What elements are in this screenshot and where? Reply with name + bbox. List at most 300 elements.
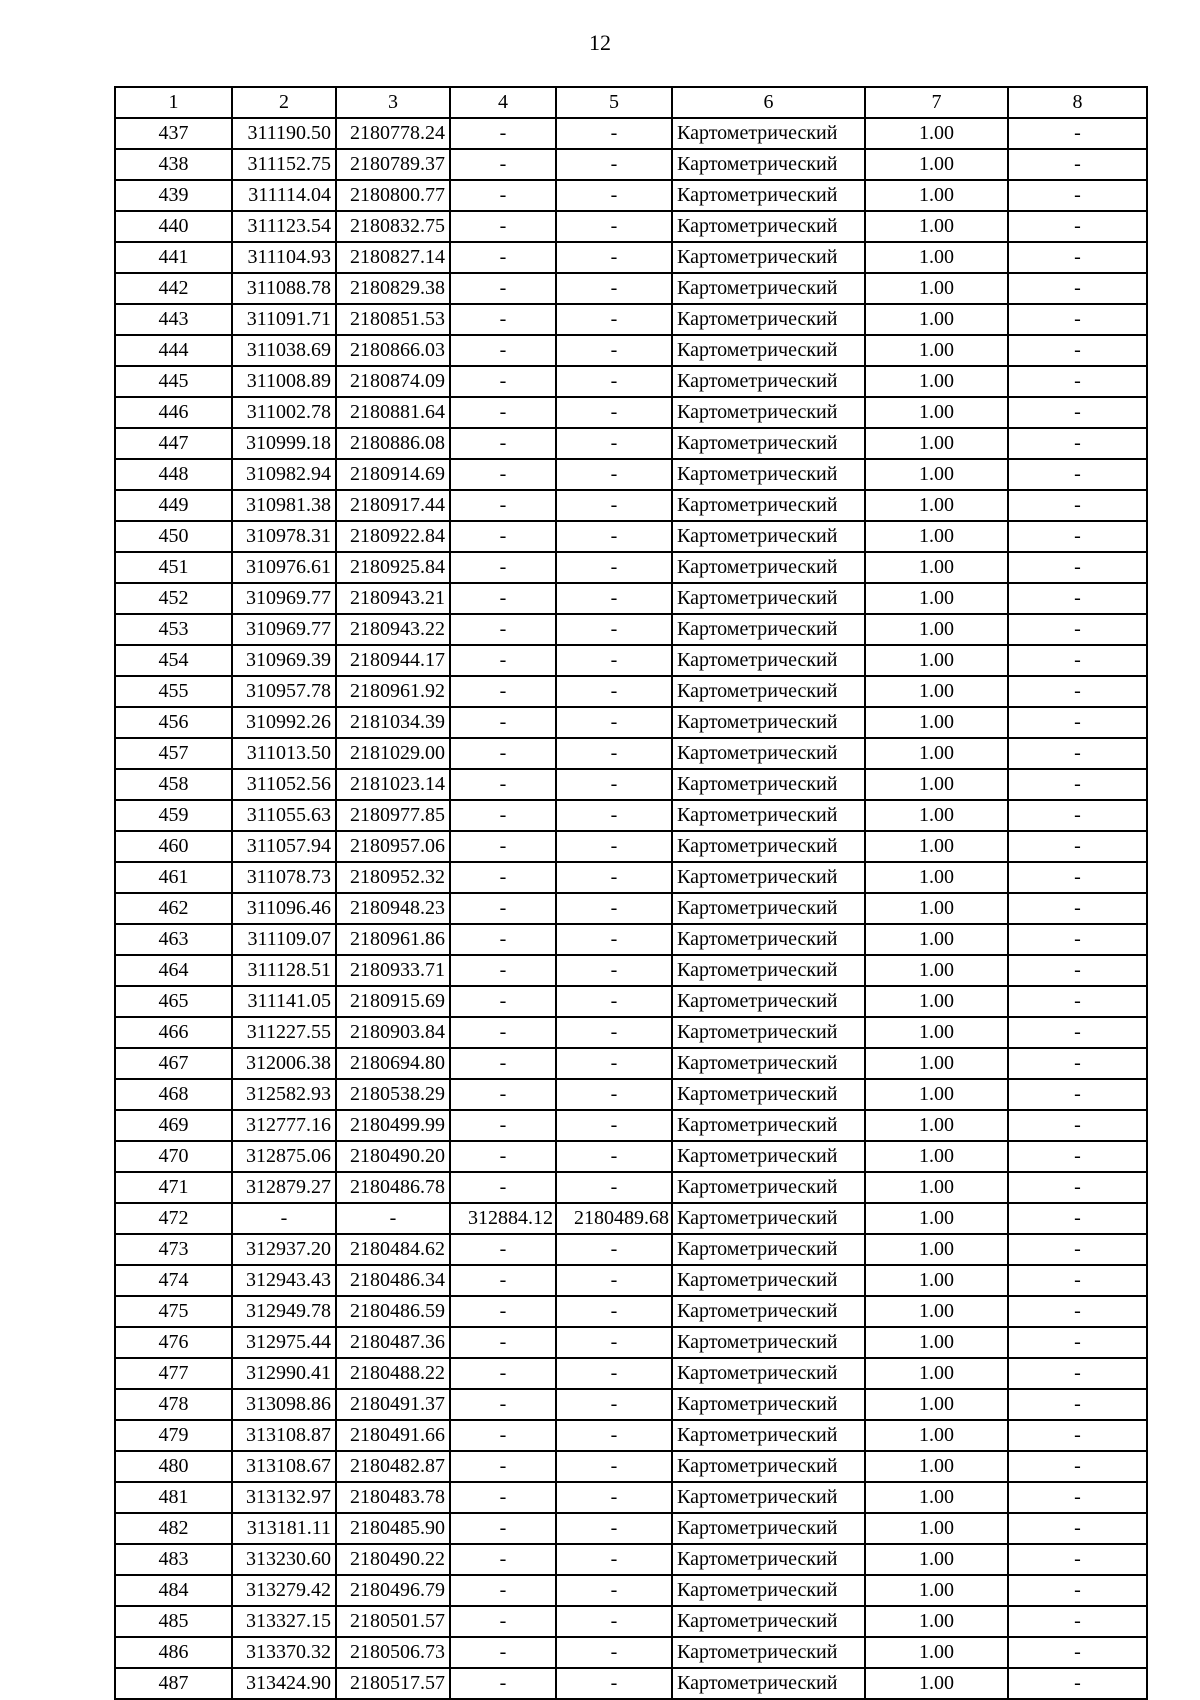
table-cell: 1.00: [865, 1668, 1008, 1699]
table-row: [115, 490, 1147, 521]
table-cell: 1.00: [865, 180, 1008, 211]
table-cell: 311190.50: [232, 118, 336, 149]
table-cell: Картометрический: [672, 1017, 865, 1048]
table-cell: Картометрический: [672, 1296, 865, 1327]
table-cell: Картометрический: [672, 1575, 865, 1606]
table-cell: 2180538.29: [336, 1079, 450, 1110]
table-cell: 313181.11: [232, 1513, 336, 1544]
table-cell: 312879.27: [232, 1172, 336, 1203]
table-cell: 311078.73: [232, 862, 336, 893]
table-cell: -: [556, 366, 672, 397]
table-cell: Картометрический: [672, 490, 865, 521]
table-cell: 454: [115, 645, 232, 676]
table-row: [115, 645, 1147, 676]
table-cell: -: [556, 583, 672, 614]
table-cell: 2180961.92: [336, 676, 450, 707]
table-cell: Картометрический: [672, 552, 865, 583]
table-cell: 2180944.17: [336, 645, 450, 676]
table-cell: 312937.20: [232, 1234, 336, 1265]
table-cell: -: [450, 1420, 556, 1451]
table-cell: -: [450, 862, 556, 893]
table-cell: 485: [115, 1606, 232, 1637]
table-row: [115, 273, 1147, 304]
table-cell: -: [450, 1606, 556, 1637]
table-cell: 310969.77: [232, 614, 336, 645]
header-row: [115, 87, 1147, 118]
table-cell: 2180922.84: [336, 521, 450, 552]
table-cell: -: [450, 1172, 556, 1203]
table-cell: 313230.60: [232, 1544, 336, 1575]
table-cell: 1.00: [865, 707, 1008, 738]
table-cell: -: [450, 149, 556, 180]
table-cell: 1.00: [865, 335, 1008, 366]
table-cell: 310969.39: [232, 645, 336, 676]
table-cell: -: [1008, 1172, 1147, 1203]
table-cell: 2180851.53: [336, 304, 450, 335]
table-cell: -: [1008, 1544, 1147, 1575]
table-cell: Картометрический: [672, 1358, 865, 1389]
table-cell: -: [450, 583, 556, 614]
table-cell: -: [1008, 707, 1147, 738]
table-cell: 312943.43: [232, 1265, 336, 1296]
table-cell: -: [450, 366, 556, 397]
table-cell: -: [450, 304, 556, 335]
table-cell: Картометрический: [672, 955, 865, 986]
table-row: [115, 397, 1147, 428]
table-cell: 1.00: [865, 676, 1008, 707]
table-cell: 438: [115, 149, 232, 180]
table-cell: -: [450, 552, 556, 583]
table-cell: Картометрический: [672, 521, 865, 552]
table-cell: Картометрический: [672, 800, 865, 831]
table-cell: -: [450, 1110, 556, 1141]
table-cell: 471: [115, 1172, 232, 1203]
table-row: [115, 242, 1147, 273]
table-cell: -: [450, 242, 556, 273]
table-cell: -: [450, 521, 556, 552]
table-cell: 1.00: [865, 1327, 1008, 1358]
table-cell: -: [556, 893, 672, 924]
table-cell: 311123.54: [232, 211, 336, 242]
table-cell: -: [450, 893, 556, 924]
table-cell: 2180914.69: [336, 459, 450, 490]
table-cell: -: [1008, 521, 1147, 552]
table-cell: Картометрический: [672, 862, 865, 893]
table-row: [115, 676, 1147, 707]
table-cell: 311052.56: [232, 769, 336, 800]
table-cell: 1.00: [865, 149, 1008, 180]
table-row: [115, 118, 1147, 149]
table-cell: Картометрический: [672, 1482, 865, 1513]
table-cell: -: [556, 552, 672, 583]
table-row: [115, 1203, 1147, 1234]
table-cell: -: [1008, 1327, 1147, 1358]
table-cell: -: [1008, 1296, 1147, 1327]
table-cell: 2180487.36: [336, 1327, 450, 1358]
table-cell: 311227.55: [232, 1017, 336, 1048]
table-cell: 2180832.75: [336, 211, 450, 242]
table-cell: -: [450, 1048, 556, 1079]
table-cell: -: [450, 800, 556, 831]
table-cell: Картометрический: [672, 1513, 865, 1544]
table-row: [115, 1668, 1147, 1699]
table-cell: Картометрический: [672, 1637, 865, 1668]
table-cell: -: [450, 335, 556, 366]
table-cell: Картометрический: [672, 645, 865, 676]
table-cell: -: [450, 180, 556, 211]
table-cell: 466: [115, 1017, 232, 1048]
table-cell: 1.00: [865, 552, 1008, 583]
table-cell: 2180501.57: [336, 1606, 450, 1637]
table-cell: -: [1008, 1451, 1147, 1482]
table-cell: -: [556, 1420, 672, 1451]
table-cell: 1.00: [865, 1079, 1008, 1110]
table-cell: 476: [115, 1327, 232, 1358]
table-cell: -: [1008, 1637, 1147, 1668]
table-cell: 2180488.22: [336, 1358, 450, 1389]
table-cell: 311152.75: [232, 149, 336, 180]
table-cell: Картометрический: [672, 149, 865, 180]
table-cell: 311091.71: [232, 304, 336, 335]
table-cell: 1.00: [865, 1234, 1008, 1265]
table-cell: -: [1008, 676, 1147, 707]
table-cell: 311141.05: [232, 986, 336, 1017]
table-cell: Картометрический: [672, 1172, 865, 1203]
table-cell: 1.00: [865, 583, 1008, 614]
table-cell: 1.00: [865, 459, 1008, 490]
table-cell: -: [1008, 397, 1147, 428]
table-cell: Картометрический: [672, 583, 865, 614]
table-cell: -: [450, 738, 556, 769]
table-cell: -: [450, 1389, 556, 1420]
table-cell: Картометрический: [672, 242, 865, 273]
table-cell: 462: [115, 893, 232, 924]
table-cell: 312006.38: [232, 1048, 336, 1079]
table-cell: -: [1008, 831, 1147, 862]
table-row: [115, 552, 1147, 583]
table-cell: 1.00: [865, 955, 1008, 986]
table-cell: 313424.90: [232, 1668, 336, 1699]
table-cell: -: [556, 1327, 672, 1358]
table-cell: 2180486.78: [336, 1172, 450, 1203]
table-cell: -: [556, 1637, 672, 1668]
table-cell: 1.00: [865, 242, 1008, 273]
table-cell: Картометрический: [672, 1110, 865, 1141]
table-cell: -: [450, 1079, 556, 1110]
table-cell: 311088.78: [232, 273, 336, 304]
table-cell: -: [1008, 862, 1147, 893]
table-cell: Картометрический: [672, 769, 865, 800]
table-cell: 1.00: [865, 397, 1008, 428]
table-cell: -: [1008, 180, 1147, 211]
table-cell: -: [556, 490, 672, 521]
coordinates-table: [114, 86, 1148, 1700]
table-cell: -: [556, 614, 672, 645]
table-cell: -: [556, 521, 672, 552]
table-cell: Картометрический: [672, 676, 865, 707]
table-cell: -: [556, 304, 672, 335]
table-cell: 311104.93: [232, 242, 336, 273]
table-cell: -: [556, 1172, 672, 1203]
table-cell: 463: [115, 924, 232, 955]
table-cell: 444: [115, 335, 232, 366]
table-cell: Картометрический: [672, 428, 865, 459]
table-cell: -: [556, 1389, 672, 1420]
table-cell: 313108.87: [232, 1420, 336, 1451]
table-row: [115, 1141, 1147, 1172]
table-cell: 2180778.24: [336, 118, 450, 149]
table-cell: -: [556, 1482, 672, 1513]
table-cell: Картометрический: [672, 397, 865, 428]
table-cell: -: [1008, 1234, 1147, 1265]
table-cell: 2180881.64: [336, 397, 450, 428]
table-row: [115, 583, 1147, 614]
table-cell: -: [1008, 924, 1147, 955]
table-cell: 313327.15: [232, 1606, 336, 1637]
table-cell: 2180866.03: [336, 335, 450, 366]
table-cell: -: [450, 1451, 556, 1482]
table-cell: 447: [115, 428, 232, 459]
table-cell: Картометрический: [672, 273, 865, 304]
table-cell: 1.00: [865, 769, 1008, 800]
table-cell: 2180485.90: [336, 1513, 450, 1544]
table-row: [115, 180, 1147, 211]
table-cell: 465: [115, 986, 232, 1017]
table-cell: 486: [115, 1637, 232, 1668]
table-cell: Картометрический: [672, 614, 865, 645]
table-cell: 1.00: [865, 986, 1008, 1017]
table-cell: 2180948.23: [336, 893, 450, 924]
table-cell: 472: [115, 1203, 232, 1234]
table-cell: 2180829.38: [336, 273, 450, 304]
table-cell: -: [1008, 1606, 1147, 1637]
table-cell: -: [1008, 583, 1147, 614]
table-cell: 473: [115, 1234, 232, 1265]
table-cell: 2180517.57: [336, 1668, 450, 1699]
table-row: [115, 459, 1147, 490]
table-cell: -: [556, 273, 672, 304]
table-cell: 1.00: [865, 862, 1008, 893]
table-row: [115, 1234, 1147, 1265]
table-cell: Картометрический: [672, 986, 865, 1017]
table-cell: -: [556, 924, 672, 955]
table-cell: 1.00: [865, 521, 1008, 552]
table-cell: 441: [115, 242, 232, 273]
table-cell: 474: [115, 1265, 232, 1296]
table-cell: -: [556, 645, 672, 676]
table-cell: -: [556, 397, 672, 428]
table-cell: -: [1008, 1668, 1147, 1699]
table-cell: 313279.42: [232, 1575, 336, 1606]
table-cell: -: [450, 211, 556, 242]
table-cell: -: [450, 1358, 556, 1389]
table-cell: 2180874.09: [336, 366, 450, 397]
column-header: 7: [865, 87, 1008, 118]
table-cell: Картометрический: [672, 1141, 865, 1172]
column-header: 8: [1008, 87, 1147, 118]
table-cell: -: [450, 769, 556, 800]
table-row: [115, 1575, 1147, 1606]
table-cell: 483: [115, 1544, 232, 1575]
table-row: [115, 1451, 1147, 1482]
table-row: [115, 1265, 1147, 1296]
table-cell: Картометрический: [672, 118, 865, 149]
table-cell: 2180491.37: [336, 1389, 450, 1420]
table-cell: -: [1008, 1420, 1147, 1451]
table-cell: -: [556, 676, 672, 707]
table-cell: Картометрический: [672, 1234, 865, 1265]
table-cell: -: [556, 242, 672, 273]
table-cell: 480: [115, 1451, 232, 1482]
table-cell: -: [556, 862, 672, 893]
table-cell: -: [1008, 490, 1147, 521]
table-cell: Картометрический: [672, 738, 865, 769]
table-cell: -: [336, 1203, 450, 1234]
table-cell: Картометрический: [672, 304, 865, 335]
table-cell: -: [556, 1575, 672, 1606]
table-cell: Картометрический: [672, 831, 865, 862]
table-cell: 2180915.69: [336, 986, 450, 1017]
table-cell: Картометрический: [672, 924, 865, 955]
table-cell: 1.00: [865, 738, 1008, 769]
table-cell: 478: [115, 1389, 232, 1420]
table-cell: -: [556, 1048, 672, 1079]
table-cell: -: [450, 986, 556, 1017]
table-cell: 311008.89: [232, 366, 336, 397]
table-cell: 2180903.84: [336, 1017, 450, 1048]
table-cell: Картометрический: [672, 335, 865, 366]
table-cell: -: [556, 707, 672, 738]
table-cell: 1.00: [865, 1110, 1008, 1141]
table-row: [115, 304, 1147, 335]
table-cell: Картометрический: [672, 1420, 865, 1451]
table-cell: 458: [115, 769, 232, 800]
table-cell: -: [232, 1203, 336, 1234]
table-cell: 1.00: [865, 1544, 1008, 1575]
table-cell: -: [556, 738, 672, 769]
table-row: [115, 1172, 1147, 1203]
table-cell: 448: [115, 459, 232, 490]
table-cell: Картометрический: [672, 1048, 865, 1079]
table-cell: -: [450, 924, 556, 955]
table-cell: -: [1008, 1110, 1147, 1141]
table-cell: 1.00: [865, 1513, 1008, 1544]
table-cell: 2180961.86: [336, 924, 450, 955]
table-cell: -: [1008, 211, 1147, 242]
table-cell: 484: [115, 1575, 232, 1606]
table-cell: -: [450, 273, 556, 304]
table-cell: -: [1008, 1203, 1147, 1234]
table-cell: 455: [115, 676, 232, 707]
table-cell: 312875.06: [232, 1141, 336, 1172]
table-cell: 453: [115, 614, 232, 645]
table-cell: -: [450, 1637, 556, 1668]
table-cell: -: [450, 459, 556, 490]
table-cell: 464: [115, 955, 232, 986]
table-cell: 475: [115, 1296, 232, 1327]
table-cell: -: [556, 1544, 672, 1575]
column-header: 1: [115, 87, 232, 118]
table-cell: -: [556, 769, 672, 800]
table-cell: -: [450, 118, 556, 149]
table-cell: 467: [115, 1048, 232, 1079]
table-cell: -: [1008, 552, 1147, 583]
table-cell: 1.00: [865, 1296, 1008, 1327]
table-cell: 487: [115, 1668, 232, 1699]
table-cell: -: [556, 1079, 672, 1110]
table-cell: 2180886.08: [336, 428, 450, 459]
table-cell: 2180486.59: [336, 1296, 450, 1327]
table-row: [115, 893, 1147, 924]
table-cell: -: [450, 831, 556, 862]
table-cell: 437: [115, 118, 232, 149]
table-cell: 2181034.39: [336, 707, 450, 738]
table-row: [115, 1513, 1147, 1544]
table-cell: 1.00: [865, 1575, 1008, 1606]
table-cell: 313098.86: [232, 1389, 336, 1420]
table-cell: -: [1008, 459, 1147, 490]
table-cell: -: [556, 831, 672, 862]
table-cell: 2180490.22: [336, 1544, 450, 1575]
table-cell: 313132.97: [232, 1482, 336, 1513]
table-cell: Картометрический: [672, 1327, 865, 1358]
table-cell: 1.00: [865, 645, 1008, 676]
table-row: [115, 335, 1147, 366]
table-row: [115, 1048, 1147, 1079]
table-cell: -: [450, 955, 556, 986]
table-cell: -: [450, 1327, 556, 1358]
table-cell: -: [450, 1234, 556, 1265]
table-cell: 1.00: [865, 1048, 1008, 1079]
table-row: [115, 149, 1147, 180]
table-cell: -: [1008, 1017, 1147, 1048]
table-cell: -: [1008, 1048, 1147, 1079]
table-cell: 2180952.32: [336, 862, 450, 893]
table-row: [115, 1358, 1147, 1389]
table-cell: -: [1008, 1358, 1147, 1389]
table-cell: 457: [115, 738, 232, 769]
table-cell: -: [556, 1358, 672, 1389]
table-cell: Картометрический: [672, 1668, 865, 1699]
table-cell: 446: [115, 397, 232, 428]
table-row: [115, 800, 1147, 831]
table-cell: 2180917.44: [336, 490, 450, 521]
table-cell: -: [556, 211, 672, 242]
table-cell: 1.00: [865, 304, 1008, 335]
table-cell: Картометрический: [672, 1606, 865, 1637]
table-cell: -: [1008, 1513, 1147, 1544]
table-cell: -: [1008, 893, 1147, 924]
table-cell: -: [450, 1544, 556, 1575]
table-row: [115, 1017, 1147, 1048]
column-header: 3: [336, 87, 450, 118]
table-cell: 1.00: [865, 211, 1008, 242]
table-header: [115, 87, 1147, 118]
table-cell: 311114.04: [232, 180, 336, 211]
table-cell: 2180506.73: [336, 1637, 450, 1668]
table-cell: 452: [115, 583, 232, 614]
table-cell: 439: [115, 180, 232, 211]
table-cell: 470: [115, 1141, 232, 1172]
table-cell: 469: [115, 1110, 232, 1141]
table-cell: -: [450, 428, 556, 459]
table-cell: -: [1008, 304, 1147, 335]
table-cell: 1.00: [865, 893, 1008, 924]
table-cell: 2181029.00: [336, 738, 450, 769]
page-number: 12: [589, 30, 611, 55]
table-row: [115, 366, 1147, 397]
table-cell: Картометрический: [672, 1079, 865, 1110]
